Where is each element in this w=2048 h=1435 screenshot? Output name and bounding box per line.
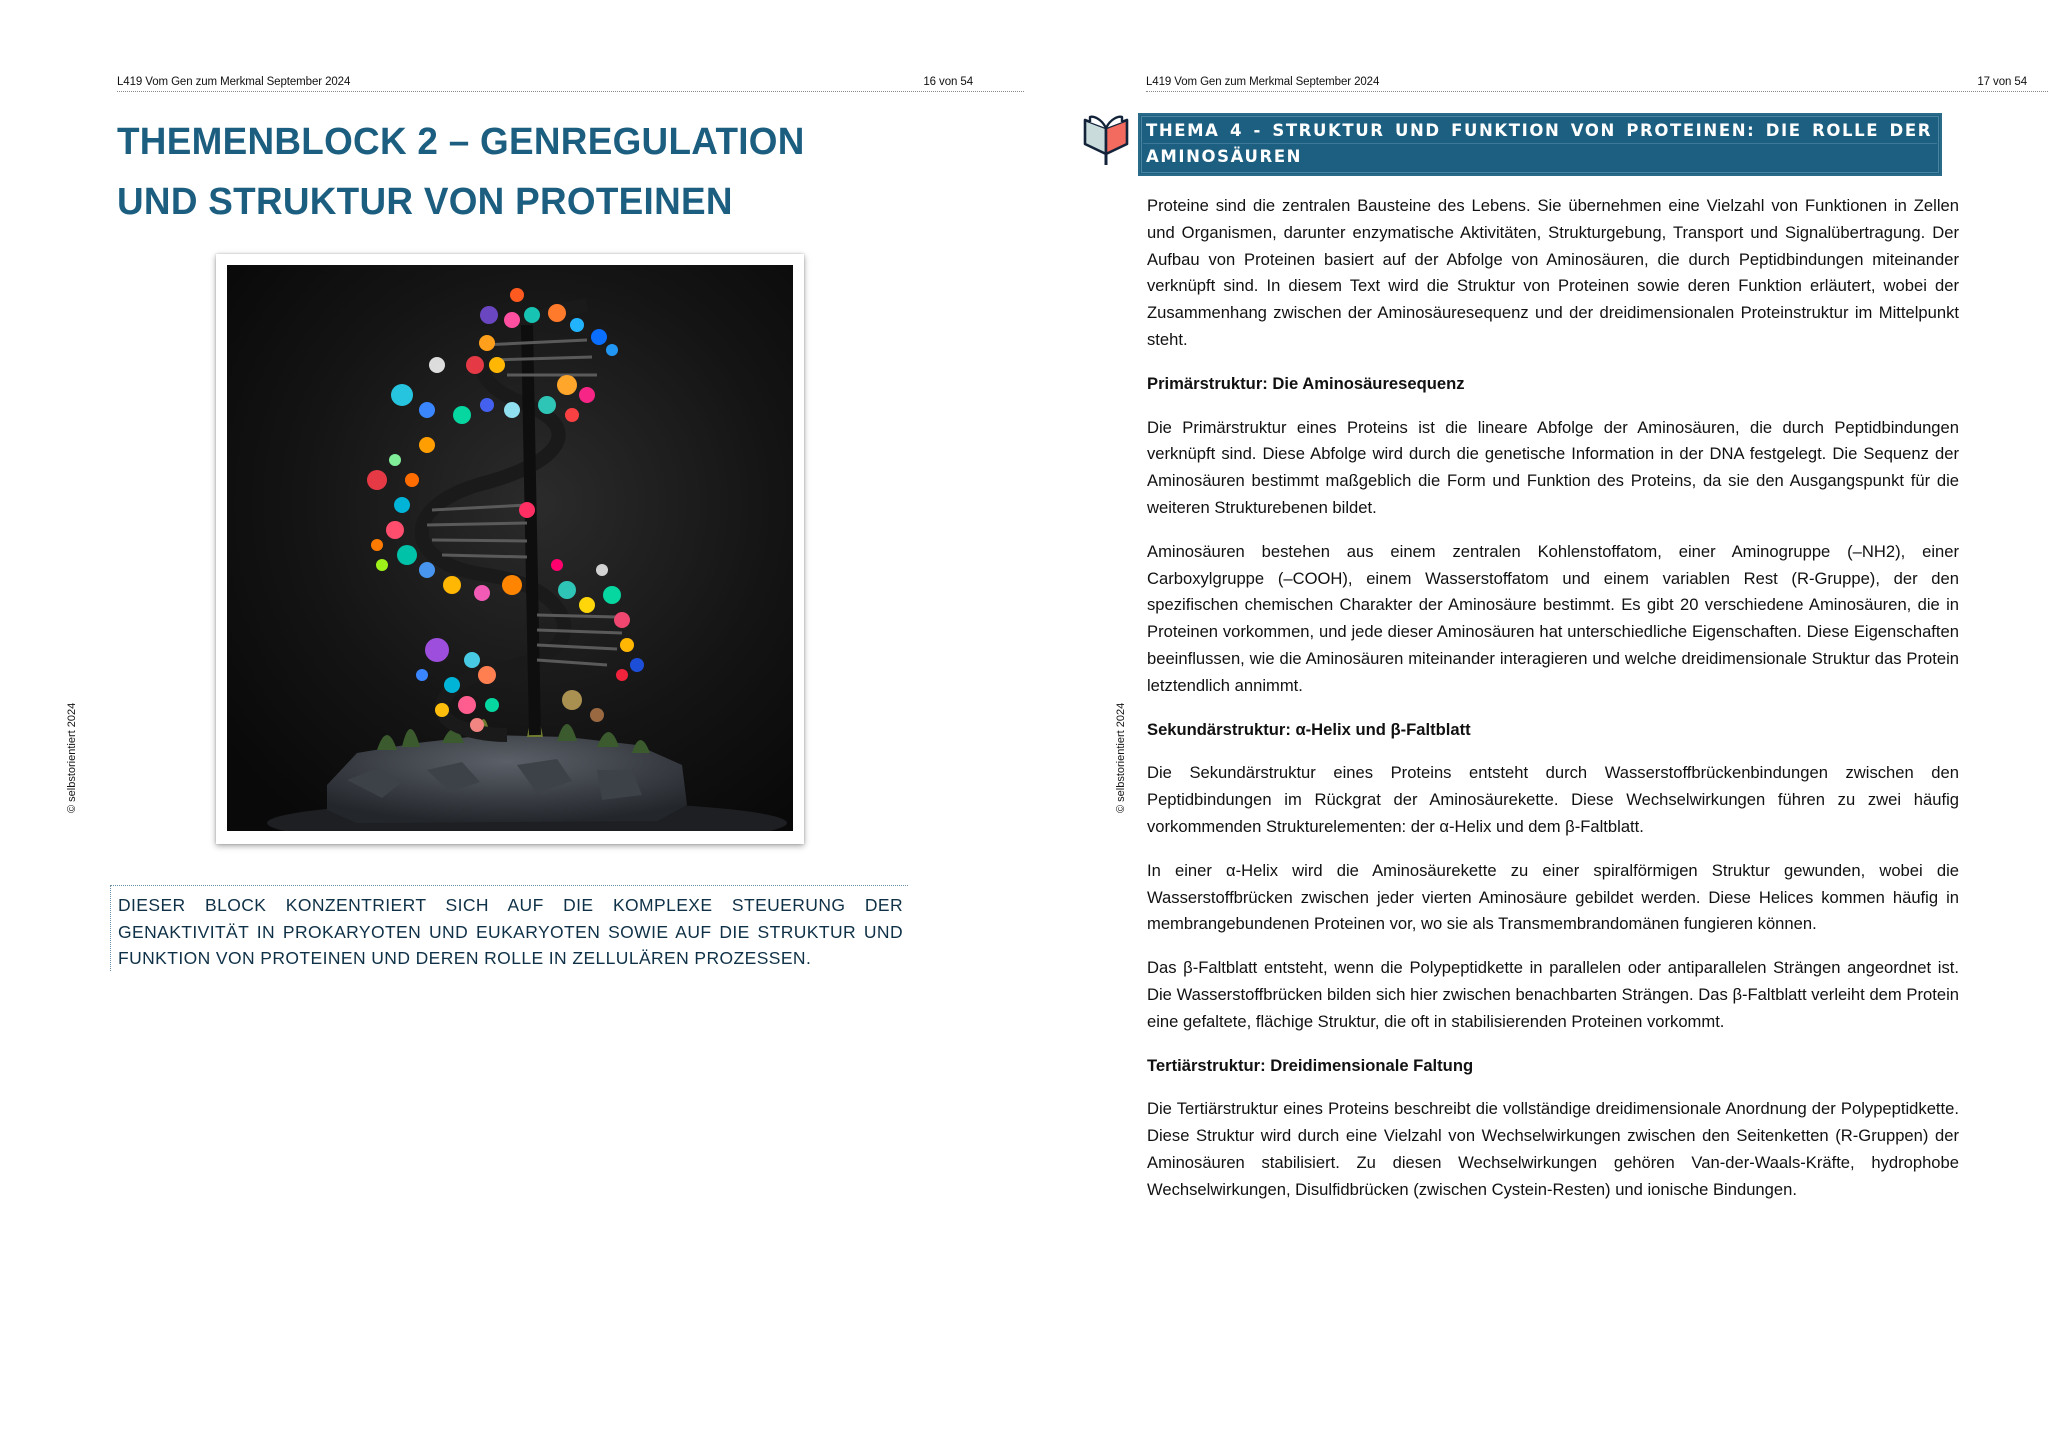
header-doc-title: L419 Vom Gen zum Merkmal September 2024: [117, 76, 351, 88]
section-heading-tertiaer: Tertiärstruktur: Dreidimensionale Faltung: [1147, 1055, 1474, 1075]
header-doc-title: L419 Vom Gen zum Merkmal September 2024: [1146, 76, 1380, 88]
open-book-icon: [1081, 112, 1131, 166]
paragraph: In einer α-Helix wird die Aminosäurekette zu einer spiralförmigen Struktur gewunden, wobei die Wasserstoffbrücken zwischen jeder vierten Aminosäure gebildet werden. Diese Helices kommen häufig in membrangebundenen Proteinen vor, wo sie als Transmembrandomänen fungieren können.: [1147, 860, 1959, 934]
thema-title: THEMA 4 - STRUKTUR UND FUNKTION VON PROTEINEN: DIE ROLLE DER AMINOSÄUREN: [1146, 121, 1932, 166]
thema-heading-box: [1138, 113, 1942, 176]
section-heading-primaer: Primärstruktur: Die Aminosäuresequenz: [1147, 373, 1465, 393]
block-summary-text: DIESER BLOCK KONZENTRIERT SICH AUF DIE KOMPLEXE STEUERUNG DER GENAKTIVITÄT IN PROKARYOTEN UND EUKARYOTEN SOWIE AUF DIE STRUKTUR UND FUNKTION VON PROTEINEN UND DEREN ROLLE IN ZELLULÄREN PROZESSEN.: [118, 895, 903, 968]
copyright-notice: © selbstorientiert 2024: [66, 702, 78, 813]
paragraph: Das β-Faltblatt entsteht, wenn die Polypeptidkette in parallelen oder antiparallelen Strängen angeordnet ist. Die Wasserstoffbrücken bilden sich hier zwischen benachbarten Strängen. Das β-Faltblatt verleiht dem Protein eine gefaltete, flächige Struktur, die oft in stabilisierenden Proteinen vorkommt.: [1147, 958, 1959, 1031]
block-title-line-1: THEMENBLOCK 2 – GENREGULATION: [117, 121, 805, 163]
running-header: [117, 74, 1024, 92]
copyright-notice: © selbstorientiert 2024: [1115, 702, 1127, 813]
header-page-number: 16 von 54: [923, 76, 973, 88]
block-title-line-2: UND STRUKTUR VON PROTEINEN: [117, 181, 733, 223]
dna-image-frame: [216, 254, 804, 844]
dna-helix-image: [227, 265, 793, 831]
dna-helix-illustration: [227, 265, 793, 831]
paragraph: Die Sekundärstruktur eines Proteins entsteht durch Wasserstoffbrückenbindungen zwischen den Peptidbindungen im Rückgrat der Aminosäurekette. Diese Wechselwirkungen führen zu zwei häufig vorkommenden Strukturelementen: der α-Helix und dem β-Faltblatt.: [1147, 763, 1959, 836]
block-summary: [110, 885, 908, 971]
block-title: [117, 112, 951, 232]
running-header: [1146, 74, 2048, 92]
header-page-number: 17 von 54: [1977, 76, 2027, 88]
right-page: [1024, 0, 2048, 1435]
paragraph: Die Tertiärstruktur eines Proteins beschreibt die vollständige dreidimensionale Anordnung der Polypeptidkette. Diese Struktur wird durch eine Vielzahl von Wechselwirkungen zwischen den Seitenketten (R-Gruppen) der Aminosäuren stabilisiert. Zu diesen Wechselwirkungen gehören Van-der-Waals-Kräfte, hydrophobe Wechselwirkungen, Disulfidbrücken (zwischen Cystein-Resten) und ionische Bindungen.: [1147, 1099, 1959, 1199]
paragraph: Die Primärstruktur eines Proteins ist die lineare Abfolge der Aminosäuren, die durch Peptidbindungen verknüpft sind. Diese Abfolge wird durch die genetische Information in der DNA festgelegt. Die Sequenz der Aminosäuren bestimmt maßgeblich die Form und Funktion des Proteins, da sie den Ausgangspunkt für die weiteren Strukturebenen bildet.: [1147, 417, 1959, 517]
paragraph: Aminosäuren bestehen aus einem zentralen Kohlenstoffatom, einer Aminogruppe (–NH2), einer Carboxylgruppe (–COOH), einem Wasserstoffatom und einem variablen Rest (R-Gruppe), der den spezifischen chemischen Charakter der Aminosäure bestimmt. Es gibt 20 verschiedene Aminosäuren, die in Proteinen vorkommen, und jede dieser Aminosäuren hat unterschiedliche Eigenschaften. Diese Eigenschaften beeinflussen, wie die Aminosäuren miteinander interagieren und welche dreidimensionale Struktur das Protein letztendlich annimmt.: [1147, 541, 1959, 695]
article-body: [1147, 193, 1959, 1221]
section-heading-sekundaer: Sekundärstruktur: α-Helix und β-Faltblatt: [1147, 719, 1471, 739]
intro-paragraph: Proteine sind die zentralen Bausteine des Lebens. Sie übernehmen eine Vielzahl von Funktionen in Zellen und Organismen, darunter enzymatische Aktivitäten, Strukturgebung, Transport und Signalübertragung. Der Aufbau von Proteinen basiert auf der Abfolge von Aminosäuren, die durch Peptidbindungen miteinander verknüpft sind. In diesem Text wird die Struktur von Proteinen sowie deren Funktion erläutert, wobei der Zusammenhang zwischen der Aminosäuresequenz und der dreidimensionalen Proteinstruktur im Mittelpunkt steht.: [1147, 196, 1959, 349]
